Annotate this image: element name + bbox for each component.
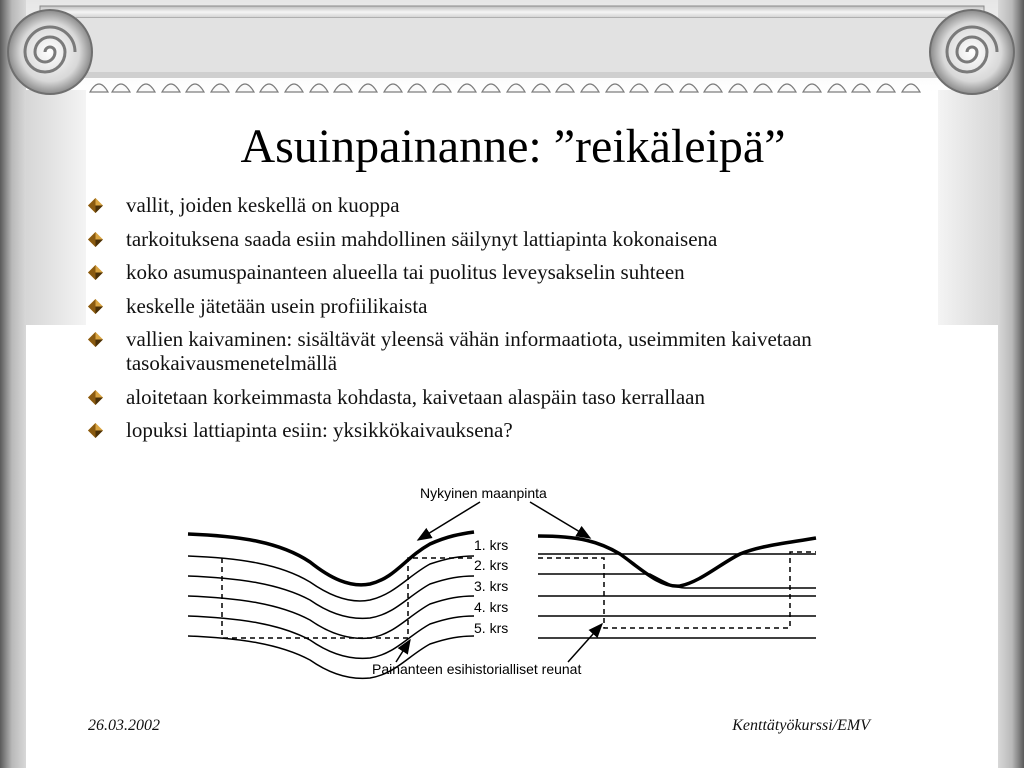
bullet-text: vallien kaivaminen: sisältävät yleensä vähän informaatiota, useimmiten kaivetaan tasokaivausmenetelmällä bbox=[126, 327, 812, 375]
layer-line-left bbox=[188, 596, 474, 638]
layer-label-3: 3. krs bbox=[474, 578, 509, 594]
bullet-item bbox=[88, 418, 888, 442]
3d-diamond-bullet-icon bbox=[88, 423, 103, 438]
bullet-item bbox=[88, 227, 888, 251]
3d-diamond-bullet-icon bbox=[88, 265, 103, 280]
bullet-text: tarkoituksena saada esiin mahdollinen säilynyt lattiapinta kokonaisena bbox=[126, 226, 718, 251]
bullet-text: aloitetaan korkeimmasta kohdasta, kaivetaan alaspäin taso kerrallaan bbox=[126, 384, 706, 409]
3d-diamond-bullet-icon bbox=[88, 299, 103, 314]
arrow-to-right-edge bbox=[568, 624, 602, 662]
bullet-item bbox=[88, 385, 888, 409]
layer-label-5: 5. krs bbox=[474, 620, 509, 636]
footer-date: 26.03.2002 bbox=[88, 717, 160, 734]
bullet-item bbox=[88, 260, 888, 284]
3d-diamond-bullet-icon bbox=[88, 198, 103, 213]
3d-diamond-bullet-icon bbox=[88, 390, 103, 405]
arrow-to-right-surface bbox=[530, 502, 590, 538]
bullet-list bbox=[88, 193, 888, 452]
layer-line-left bbox=[188, 616, 474, 658]
bullet-item bbox=[88, 193, 888, 217]
3d-diamond-bullet-icon bbox=[88, 332, 103, 347]
label-prehistoric-edges: Painanteen esihistorialliset reunat bbox=[372, 661, 582, 677]
slide-title: Asuinpainanne: ”reikäleipä” bbox=[240, 120, 786, 173]
column-shade-left bbox=[26, 90, 86, 325]
layer-line-left bbox=[188, 576, 474, 618]
arrow-to-left-surface bbox=[418, 502, 480, 540]
3d-diamond-bullet-icon bbox=[88, 232, 103, 247]
ionic-capital-decoration bbox=[0, 0, 1024, 110]
column-shade-right bbox=[938, 90, 998, 325]
excavation-outline-left bbox=[222, 558, 474, 638]
layer-label-4: 4. krs bbox=[474, 599, 509, 615]
ground-surface-line-right bbox=[538, 536, 816, 586]
bullet-item bbox=[88, 294, 888, 318]
footer-course: Kenttätyökurssi/EMV bbox=[732, 717, 870, 734]
bullet-text: vallit, joiden keskellä on kuoppa bbox=[126, 193, 400, 217]
bullet-text: lopuksi lattiapinta esiin: yksikkökaivauksena? bbox=[126, 418, 513, 442]
layer-label-2: 2. krs bbox=[474, 557, 509, 573]
bullet-text: keskelle jätetään usein profiilikaista bbox=[126, 293, 428, 318]
layer-label-1: 1. krs bbox=[474, 537, 509, 553]
bullet-text: koko asumuspainanteen alueella tai puolitus leveysakselin suhteen bbox=[126, 260, 685, 284]
label-present-ground-surface: Nykyinen maanpinta bbox=[420, 485, 547, 501]
excavation-cross-section-diagram bbox=[180, 478, 820, 698]
bullet-item bbox=[88, 327, 888, 375]
